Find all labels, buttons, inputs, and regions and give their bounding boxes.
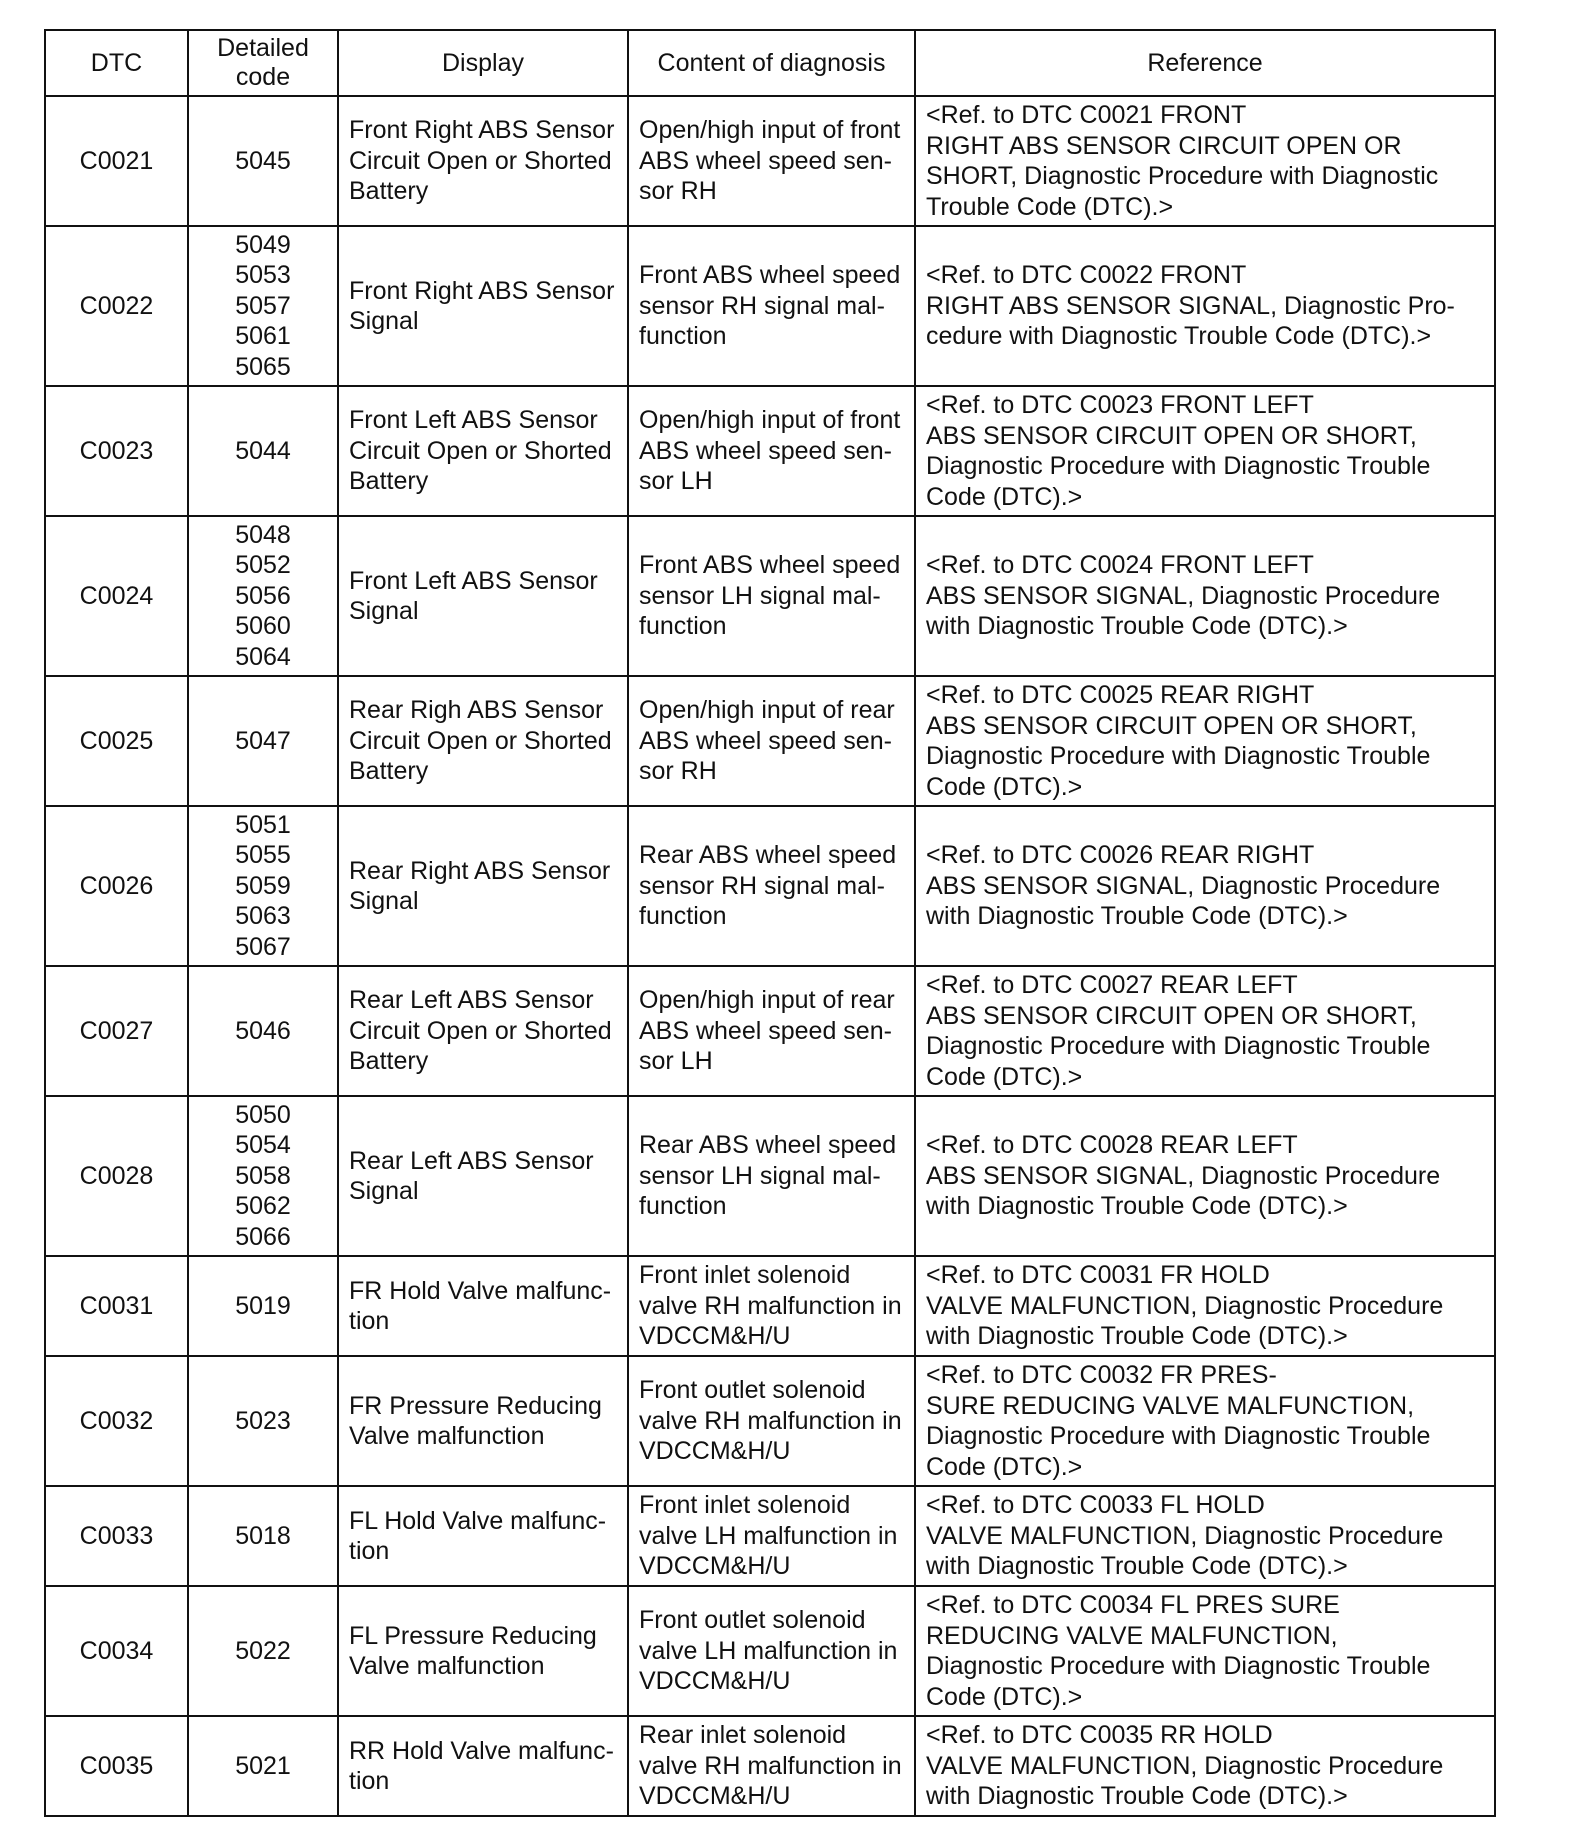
content-lines — [639, 405, 904, 497]
reference-line: Code (DTC).> — [926, 482, 1083, 511]
detailed-code-cell — [188, 806, 338, 966]
table-row — [45, 386, 1495, 516]
display-line: Circuit Open or Shorted — [349, 436, 612, 465]
content-lines — [639, 840, 904, 932]
content-cell — [628, 1486, 915, 1586]
reference-lines — [926, 550, 1484, 642]
table-row — [45, 226, 1495, 386]
detailed-code-line: 5049 — [235, 230, 291, 259]
content-line: Front ABS wheel speed — [639, 261, 901, 290]
table-row — [45, 966, 1495, 1096]
content-cell — [628, 1586, 915, 1716]
reference-line: <Ref. to DTC C0034 FL PRES SURE — [926, 1591, 1340, 1619]
display-line: tion — [349, 1307, 390, 1335]
content-cell — [628, 1096, 915, 1256]
content-line: VDCCM&H/U — [639, 1437, 791, 1466]
header-detailed-code-line: Detailed — [217, 34, 309, 62]
detailed-code-line: 5060 — [235, 612, 291, 641]
detailed-code-line: 5053 — [235, 261, 291, 290]
display-line: Signal — [349, 597, 419, 625]
display-line: Battery — [349, 177, 429, 206]
detailed-code-line: 5022 — [235, 1636, 291, 1665]
display-line: Front Right ABS Sensor — [349, 276, 615, 305]
content-line: Front inlet solenoid — [639, 1491, 851, 1520]
content-cell — [628, 676, 915, 806]
content-line: sor LH — [639, 1047, 713, 1076]
reference-cell — [915, 386, 1495, 516]
detailed-code-cell — [188, 1716, 338, 1816]
display-cell — [338, 1586, 628, 1716]
detailed-code-line: 5055 — [235, 841, 291, 870]
detailed-code-cell — [188, 1356, 338, 1486]
detailed-code-line: 5066 — [235, 1222, 291, 1251]
display-lines — [349, 276, 617, 337]
content-cell — [628, 1256, 915, 1356]
detailed-code-lines — [199, 436, 327, 467]
reference-line: Code (DTC).> — [926, 1682, 1083, 1711]
reference-line: <Ref. to DTC C0028 REAR LEFT — [926, 1131, 1298, 1160]
content-line: Front ABS wheel speed — [639, 551, 901, 580]
table-row — [45, 1586, 1495, 1716]
dtc-cell: C0027 — [45, 966, 188, 1096]
display-cell — [338, 1486, 628, 1586]
display-lines — [349, 695, 617, 787]
dtc-table-sheet — [44, 29, 1496, 1817]
display-line: Signal — [349, 1177, 419, 1205]
detailed-code-line: 5019 — [235, 1291, 291, 1320]
detailed-code-lines — [199, 1636, 327, 1667]
reference-line: <Ref. to DTC C0027 REAR LEFT — [926, 971, 1298, 999]
header-content: Content of diagnosis — [628, 30, 915, 96]
content-lines — [639, 1605, 904, 1697]
content-line: sor RH — [639, 757, 717, 786]
reference-cell — [915, 966, 1495, 1096]
detailed-code-lines — [199, 1100, 327, 1253]
detailed-code-line: 5054 — [235, 1131, 291, 1160]
detailed-code-lines — [199, 1751, 327, 1782]
reference-line: <Ref. to DTC C0022 FRONT — [926, 261, 1247, 290]
detailed-code-cell — [188, 96, 338, 226]
display-line: FR Hold Valve malfunc- — [349, 1276, 612, 1305]
detailed-code-cell — [188, 676, 338, 806]
reference-line: ABS SENSOR SIGNAL, Diagnostic Procedure — [926, 871, 1441, 900]
header-detailed-code-lines — [199, 34, 327, 92]
display-cell — [338, 1096, 628, 1256]
reference-cell — [915, 806, 1495, 966]
content-line: Rear inlet solenoid — [639, 1721, 847, 1750]
dtc-cell: C0035 — [45, 1716, 188, 1816]
detailed-code-line: 5063 — [235, 902, 291, 931]
header-display: Display — [338, 30, 628, 96]
content-line: sor RH — [639, 177, 717, 206]
reference-line: Diagnostic Procedure with Diagnostic Trouble — [926, 1422, 1431, 1450]
reference-cell — [915, 1716, 1495, 1816]
display-line: FL Pressure Reducing — [349, 1621, 597, 1650]
detailed-code-line: 5021 — [235, 1751, 291, 1780]
reference-cell — [915, 1356, 1495, 1486]
reference-lines — [926, 1130, 1484, 1222]
content-lines — [639, 695, 904, 787]
content-line: ABS wheel speed sen- — [639, 1016, 892, 1045]
detailed-code-lines — [199, 1291, 327, 1322]
header-detailed-code — [188, 30, 338, 96]
reference-line: <Ref. to DTC C0032 FR PRES- — [926, 1361, 1277, 1389]
reference-line: Diagnostic Procedure with Diagnostic Trouble — [926, 452, 1431, 480]
detailed-code-lines — [199, 726, 327, 757]
display-line: Front Left ABS Sensor — [349, 406, 598, 435]
content-line: valve RH malfunction in — [639, 1291, 902, 1320]
content-lines — [639, 1375, 904, 1467]
display-lines — [349, 1276, 617, 1337]
dtc-cell: C0026 — [45, 806, 188, 966]
dtc-cell: C0032 — [45, 1356, 188, 1486]
header-row — [45, 30, 1495, 96]
detailed-code-cell — [188, 1486, 338, 1586]
detailed-code-line: 5044 — [235, 436, 291, 465]
reference-lines — [926, 1490, 1484, 1582]
display-line: Signal — [349, 307, 419, 335]
detailed-code-line: 5023 — [235, 1406, 291, 1435]
display-lines — [349, 405, 617, 497]
content-lines — [639, 1720, 904, 1812]
detailed-code-lines — [199, 1521, 327, 1552]
dtc-cell: C0023 — [45, 386, 188, 516]
display-line: tion — [349, 1767, 390, 1795]
dtc-cell: C0033 — [45, 1486, 188, 1586]
reference-lines — [926, 1590, 1484, 1712]
content-lines — [639, 115, 904, 207]
detailed-code-cell — [188, 226, 338, 386]
display-lines — [349, 856, 617, 917]
reference-line: with Diagnostic Trouble Code (DTC).> — [926, 1782, 1348, 1811]
table-row — [45, 806, 1495, 966]
table-row — [45, 96, 1495, 226]
table-row — [45, 1716, 1495, 1816]
content-line: sor LH — [639, 467, 713, 496]
detailed-code-line: 5064 — [235, 642, 291, 671]
dtc-cell: C0028 — [45, 1096, 188, 1256]
display-lines — [349, 985, 617, 1077]
detailed-code-line: 5047 — [235, 726, 291, 755]
reference-line: ABS SENSOR CIRCUIT OPEN OR SHORT, — [926, 1001, 1417, 1030]
display-line: tion — [349, 1537, 390, 1565]
dtc-cell: C0025 — [45, 676, 188, 806]
content-line: function — [639, 322, 727, 351]
detailed-code-line: 5062 — [235, 1192, 291, 1221]
reference-cell — [915, 1486, 1495, 1586]
reference-line: with Diagnostic Trouble Code (DTC).> — [926, 1552, 1348, 1581]
detailed-code-line: 5057 — [235, 291, 291, 320]
display-line: Circuit Open or Shorted — [349, 726, 612, 755]
detailed-code-cell — [188, 1256, 338, 1356]
reference-line: ABS SENSOR CIRCUIT OPEN OR SHORT, — [926, 421, 1417, 450]
reference-line: VALVE MALFUNCTION, Diagnostic Procedure — [926, 1751, 1444, 1780]
detailed-code-line: 5051 — [235, 810, 291, 839]
dtc-cell: C0021 — [45, 96, 188, 226]
display-lines — [349, 1621, 617, 1682]
content-lines — [639, 260, 904, 352]
reference-cell — [915, 226, 1495, 386]
table-row — [45, 1256, 1495, 1356]
content-line: Open/high input of rear — [639, 986, 895, 1015]
content-line: function — [639, 902, 727, 931]
content-cell — [628, 1356, 915, 1486]
display-line: Battery — [349, 1047, 429, 1076]
dtc-cell: C0022 — [45, 226, 188, 386]
content-lines — [639, 1490, 904, 1582]
display-line: Battery — [349, 467, 429, 496]
reference-line: Code (DTC).> — [926, 1452, 1083, 1481]
display-cell — [338, 1256, 628, 1356]
content-line: Rear ABS wheel speed — [639, 1131, 897, 1160]
reference-lines — [926, 390, 1484, 512]
display-line: Rear Righ ABS Sensor — [349, 696, 604, 725]
display-cell — [338, 676, 628, 806]
dtc-cell: C0031 — [45, 1256, 188, 1356]
detailed-code-cell — [188, 516, 338, 676]
reference-line: Diagnostic Procedure with Diagnostic Trouble — [926, 742, 1431, 770]
reference-line: VALVE MALFUNCTION, Diagnostic Procedure — [926, 1291, 1444, 1320]
reference-line: <Ref. to DTC C0026 REAR RIGHT — [926, 841, 1315, 870]
detailed-code-cell — [188, 1586, 338, 1716]
reference-line: Diagnostic Procedure with Diagnostic Trouble — [926, 1032, 1431, 1060]
reference-line: ABS SENSOR CIRCUIT OPEN OR SHORT, — [926, 711, 1417, 740]
detailed-code-cell — [188, 966, 338, 1096]
display-line: Circuit Open or Shorted — [349, 146, 612, 175]
content-line: valve LH malfunction in — [639, 1521, 898, 1550]
content-line: sensor LH signal mal- — [639, 581, 881, 610]
detailed-code-cell — [188, 386, 338, 516]
detailed-code-line: 5061 — [235, 322, 291, 351]
reference-line: <Ref. to DTC C0023 FRONT LEFT — [926, 391, 1314, 419]
table-body — [45, 96, 1495, 1816]
content-line: VDCCM&H/U — [639, 1552, 791, 1581]
reference-line: with Diagnostic Trouble Code (DTC).> — [926, 1322, 1348, 1351]
content-line: ABS wheel speed sen- — [639, 436, 892, 465]
content-line: Front outlet solenoid — [639, 1606, 866, 1635]
detailed-code-lines — [199, 520, 327, 673]
display-lines — [349, 115, 617, 207]
reference-line: Trouble Code (DTC).> — [926, 192, 1174, 221]
display-cell — [338, 96, 628, 226]
detailed-code-line: 5065 — [235, 352, 291, 381]
reference-cell — [915, 676, 1495, 806]
reference-lines — [926, 1720, 1484, 1812]
reference-line: <Ref. to DTC C0035 RR HOLD — [926, 1721, 1273, 1750]
reference-line: Code (DTC).> — [926, 772, 1083, 801]
display-lines — [349, 1506, 617, 1567]
reference-line: <Ref. to DTC C0024 FRONT LEFT — [926, 551, 1314, 580]
display-cell — [338, 226, 628, 386]
content-line: VDCCM&H/U — [639, 1322, 791, 1351]
reference-lines — [926, 260, 1484, 352]
reference-cell — [915, 1256, 1495, 1356]
table-header — [45, 30, 1495, 96]
display-line: Rear Left ABS Sensor — [349, 1146, 594, 1175]
display-line: Valve malfunction — [349, 1422, 545, 1450]
display-cell — [338, 1356, 628, 1486]
display-lines — [349, 1736, 617, 1797]
detailed-code-line: 5048 — [235, 520, 291, 549]
content-line: sensor LH signal mal- — [639, 1161, 881, 1190]
detailed-code-line: 5059 — [235, 871, 291, 900]
content-cell — [628, 386, 915, 516]
content-line: ABS wheel speed sen- — [639, 726, 892, 755]
content-cell — [628, 96, 915, 226]
reference-line: Diagnostic Procedure with Diagnostic Trouble — [926, 1652, 1431, 1680]
display-cell — [338, 806, 628, 966]
reference-line: <Ref. to DTC C0031 FR HOLD — [926, 1261, 1270, 1290]
header-reference: Reference — [915, 30, 1495, 96]
detailed-code-lines — [199, 1016, 327, 1047]
detailed-code-line: 5018 — [235, 1521, 291, 1550]
content-line: Front outlet solenoid — [639, 1376, 866, 1405]
reference-lines — [926, 100, 1484, 222]
reference-line: with Diagnostic Trouble Code (DTC).> — [926, 612, 1348, 641]
content-line: function — [639, 1192, 727, 1221]
header-dtc: DTC — [45, 30, 188, 96]
reference-line: ABS SENSOR SIGNAL, Diagnostic Procedure — [926, 1161, 1441, 1190]
reference-line: with Diagnostic Trouble Code (DTC).> — [926, 902, 1348, 931]
header-detailed-code-line: code — [235, 63, 291, 91]
table-row — [45, 676, 1495, 806]
content-line: Open/high input of front — [639, 116, 901, 145]
reference-cell — [915, 96, 1495, 226]
reference-lines — [926, 970, 1484, 1092]
display-line: FR Pressure Reducing — [349, 1391, 602, 1420]
dtc-cell: C0024 — [45, 516, 188, 676]
detailed-code-lines — [199, 1406, 327, 1437]
content-line: Open/high input of rear — [639, 696, 895, 725]
display-line: Circuit Open or Shorted — [349, 1016, 612, 1045]
reference-cell — [915, 516, 1495, 676]
display-line: Signal — [349, 887, 419, 915]
reference-line: cedure with Diagnostic Trouble Code (DTC).> — [926, 322, 1432, 351]
content-line: VDCCM&H/U — [639, 1782, 791, 1811]
reference-line: with Diagnostic Trouble Code (DTC).> — [926, 1192, 1348, 1221]
content-line: Rear ABS wheel speed — [639, 841, 897, 870]
reference-cell — [915, 1586, 1495, 1716]
reference-line: <Ref. to DTC C0021 FRONT — [926, 101, 1247, 129]
content-cell — [628, 966, 915, 1096]
content-cell — [628, 226, 915, 386]
display-cell — [338, 966, 628, 1096]
table-row — [45, 1096, 1495, 1256]
display-line: Rear Left ABS Sensor — [349, 986, 594, 1015]
content-line: valve RH malfunction in — [639, 1406, 902, 1435]
detailed-code-cell — [188, 1096, 338, 1256]
display-cell — [338, 386, 628, 516]
content-line: ABS wheel speed sen- — [639, 146, 892, 175]
display-line: Battery — [349, 757, 429, 786]
reference-line: RIGHT ABS SENSOR CIRCUIT OPEN OR — [926, 131, 1402, 160]
table-row — [45, 1486, 1495, 1586]
display-line: RR Hold Valve malfunc- — [349, 1736, 614, 1765]
reference-line: <Ref. to DTC C0033 FL HOLD — [926, 1491, 1265, 1520]
display-line: Front Right ABS Sensor — [349, 116, 615, 145]
content-line: valve RH malfunction in — [639, 1751, 902, 1780]
detailed-code-line: 5046 — [235, 1016, 291, 1045]
table-row — [45, 1356, 1495, 1486]
content-lines — [639, 1130, 904, 1222]
content-lines — [639, 1260, 904, 1352]
content-line: sensor RH signal mal- — [639, 291, 885, 320]
display-lines — [349, 1146, 617, 1207]
display-cell — [338, 516, 628, 676]
reference-line: <Ref. to DTC C0025 REAR RIGHT — [926, 681, 1315, 709]
detailed-code-line: 5045 — [235, 146, 291, 175]
content-cell — [628, 516, 915, 676]
detailed-code-line: 5056 — [235, 581, 291, 610]
reference-line: SURE REDUCING VALVE MALFUNCTION, — [926, 1391, 1415, 1420]
reference-lines — [926, 680, 1484, 802]
table-row — [45, 516, 1495, 676]
content-lines — [639, 550, 904, 642]
dtc-table — [44, 29, 1496, 1817]
reference-line: REDUCING VALVE MALFUNCTION, — [926, 1621, 1338, 1650]
detailed-code-line: 5058 — [235, 1161, 291, 1190]
display-line: Valve malfunction — [349, 1652, 545, 1680]
content-line: sensor RH signal mal- — [639, 871, 885, 900]
detailed-code-lines — [199, 146, 327, 177]
display-line: FL Hold Valve malfunc- — [349, 1506, 607, 1535]
reference-line: RIGHT ABS SENSOR SIGNAL, Diagnostic Pro- — [926, 291, 1455, 320]
display-line: Front Left ABS Sensor — [349, 566, 598, 595]
reference-lines — [926, 1360, 1484, 1482]
content-line: function — [639, 612, 727, 641]
display-line: Rear Right ABS Sensor — [349, 856, 611, 885]
detailed-code-line: 5067 — [235, 932, 291, 961]
detailed-code-line: 5050 — [235, 1100, 291, 1129]
content-line: Open/high input of front — [639, 406, 901, 435]
reference-lines — [926, 840, 1484, 932]
content-line: Front inlet solenoid — [639, 1261, 851, 1290]
detailed-code-lines — [199, 810, 327, 963]
reference-line: SHORT, Diagnostic Procedure with Diagnostic — [926, 162, 1439, 190]
reference-lines — [926, 1260, 1484, 1352]
reference-line: ABS SENSOR SIGNAL, Diagnostic Procedure — [926, 581, 1441, 610]
reference-line: VALVE MALFUNCTION, Diagnostic Procedure — [926, 1521, 1444, 1550]
display-cell — [338, 1716, 628, 1816]
detailed-code-lines — [199, 230, 327, 383]
reference-cell — [915, 1096, 1495, 1256]
detailed-code-line: 5052 — [235, 551, 291, 580]
dtc-cell: C0034 — [45, 1586, 188, 1716]
reference-line: Code (DTC).> — [926, 1062, 1083, 1091]
content-lines — [639, 985, 904, 1077]
content-line: VDCCM&H/U — [639, 1667, 791, 1696]
content-cell — [628, 806, 915, 966]
display-lines — [349, 1391, 617, 1452]
display-lines — [349, 566, 617, 627]
content-line: valve LH malfunction in — [639, 1636, 898, 1665]
content-cell — [628, 1716, 915, 1816]
